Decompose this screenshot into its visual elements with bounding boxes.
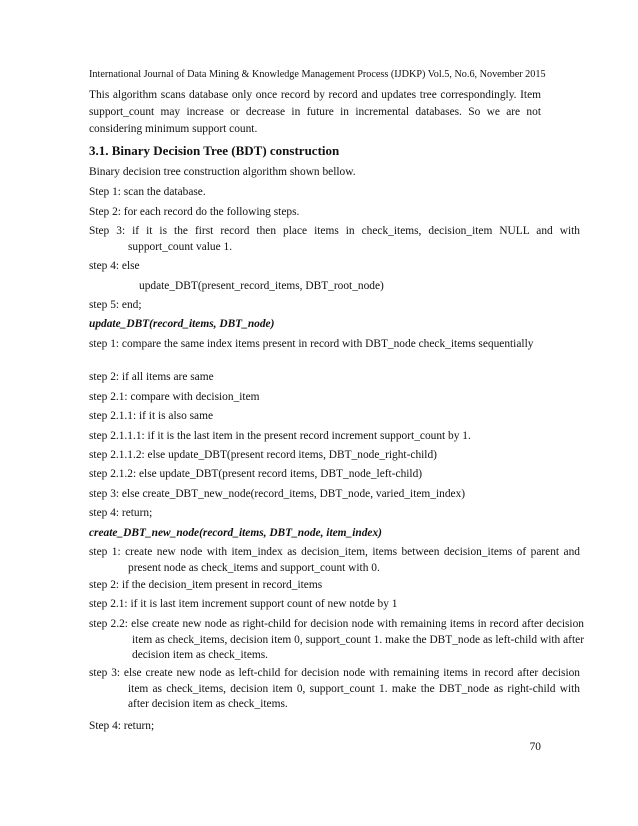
algorithm-step: step 2.1.1: if it is also same — [89, 410, 214, 422]
algorithm-step: Step 2: for each record do the following steps. — [89, 206, 300, 218]
intro-paragraph: This algorithm scans database only once record by record and updates tree correspondingly. Item support_count may increase or decrease in future in incremental databases. So we are not considering minimum support count. — [89, 89, 541, 135]
algorithm-step: Step 1: scan the database. — [89, 186, 206, 198]
function-signature: create_DBT_new_node(record_items, DBT_node, item_index) — [89, 527, 382, 539]
algorithm-step: step 2.1: if it is last item increment support count of new notde by 1 — [89, 598, 398, 610]
algorithm-step: step 4: else — [89, 260, 140, 272]
algorithm-step: step 1: create new node with item_index as decision_item, items between decision_items of parent and present node as check_items and support_count with 0. — [89, 546, 580, 574]
algorithm-intro: Binary decision tree construction algorithm shown bellow. — [89, 166, 356, 178]
algorithm-step: Step 4: return; — [89, 720, 155, 732]
algorithm-call: update_DBT(present_record_items, DBT_root_node) — [139, 280, 384, 292]
algorithm-step: Step 3: if it is the first record then place items in check_items, decision_item NULL and with support_count value 1. — [89, 225, 580, 253]
page-number: 70 — [529, 741, 541, 753]
algorithm-step: step 2.1.1.1: if it is the last item in the present record increment support_count by 1. — [89, 430, 471, 442]
algorithm-step: step 1: compare the same index items present in record with DBT_node check_items sequentially — [89, 338, 534, 350]
journal-header: International Journal of Data Mining & Knowledge Management Process (IJDKP) Vol.5, No.6, November 2015 — [89, 69, 546, 80]
algorithm-step: step 2.2: else create new node as right-child for decision node with remaining items in record after decision item as check_items, decision item 0, support_count 1. make the DBT_node as left-child with after decision item as check_items. — [89, 618, 584, 661]
algorithm-step: step 4: return; — [89, 507, 153, 519]
section-heading: 3.1. Binary Decision Tree (BDT) construction — [89, 143, 340, 158]
algorithm-step: step 2.1.1.2: else update_DBT(present record items, DBT_node_right-child) — [89, 449, 437, 461]
algorithm-step: step 2.1: compare with decision_item — [89, 391, 260, 403]
algorithm-step: step 3: else create new node as left-child for decision node with remaining items in record after decision item as check_items, decision item 0, support_count 1. make the DBT_node as right-child with after decision item as check_items. — [89, 667, 580, 710]
function-signature: update_DBT(record_items, DBT_node) — [89, 318, 275, 330]
algorithm-step: step 2: if all items are same — [89, 371, 214, 383]
algorithm-step: step 3: else create_DBT_new_node(record_items, DBT_node, varied_item_index) — [89, 488, 466, 500]
algorithm-step: step 5: end; — [89, 299, 142, 311]
algorithm-step: step 2: if the decision_item present in record_items — [89, 579, 323, 591]
algorithm-step: step 2.1.2: else update_DBT(present record items, DBT_node_left-child) — [89, 468, 423, 480]
